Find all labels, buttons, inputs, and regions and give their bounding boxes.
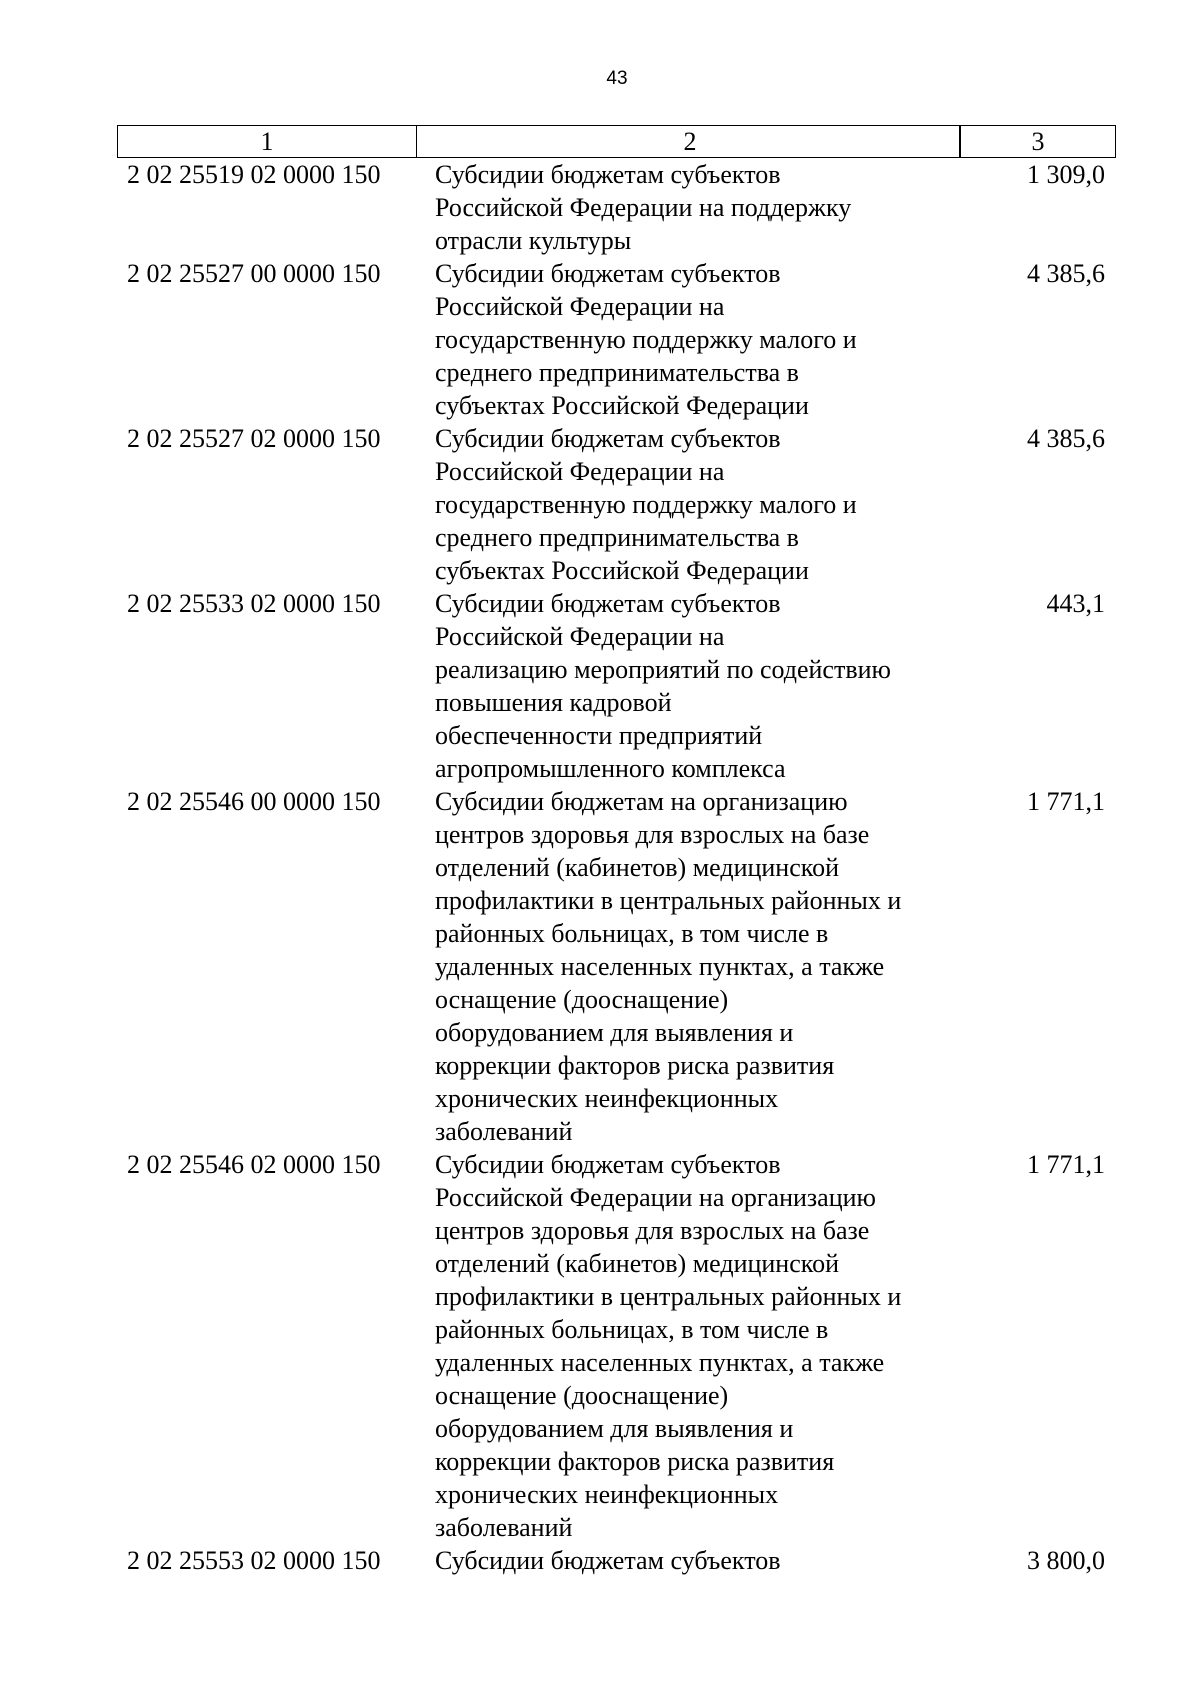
row-description: Субсидии бюджетам субъектов Российской Федерации на государственную поддержку малого и среднего предпринимательства в субъектах Российской Федерации — [435, 424, 857, 585]
budget-code: 2 02 25519 02 0000 150 — [127, 160, 381, 189]
budget-code: 2 02 25553 02 0000 150 — [127, 1546, 381, 1575]
table-row — [117, 158, 1117, 257]
page-number: 43 — [606, 68, 628, 89]
row-amount: 1 309,0 — [1027, 160, 1105, 189]
table-row — [117, 785, 1117, 1148]
column-header-3: 3 — [959, 125, 1116, 158]
table-body — [117, 158, 1117, 1577]
row-description: Субсидии бюджетам субъектов — [435, 1546, 781, 1575]
budget-code: 2 02 25546 02 0000 150 — [127, 1150, 381, 1179]
table-row — [117, 422, 1117, 587]
budget-code: 2 02 25527 00 0000 150 — [127, 259, 381, 288]
row-description: Субсидии бюджетам субъектов Российской Федерации на организацию центров здоровья для взрослых на базе отделений (кабинетов) медицинской профилактики в центральных районных и районных больницах, в том числе в удаленных населенных пунктах, а также оснащение (дооснащение) оборудованием для выявления и коррекции факторов риска развития хронических неинфекционных заболеваний — [435, 1150, 902, 1542]
row-amount: 4 385,6 — [1027, 259, 1105, 288]
table-row — [117, 1544, 1117, 1577]
budget-code: 2 02 25533 02 0000 150 — [127, 589, 381, 618]
table-row — [117, 257, 1117, 422]
row-description: Субсидии бюджетам субъектов Российской Федерации на реализацию мероприятий по содействию повышения кадровой обеспеченности предприятий агропромышленного комплекса — [435, 589, 891, 783]
row-amount: 1 771,1 — [1027, 1150, 1105, 1179]
table-row — [117, 587, 1117, 785]
budget-code: 2 02 25546 00 0000 150 — [127, 787, 381, 816]
row-amount: 3 800,0 — [1027, 1546, 1105, 1575]
row-description: Субсидии бюджетам на организацию центров здоровья для взрослых на базе отделений (кабинетов) медицинской профилактики в центральных районных и районных больницах, в том числе в удаленных населенных пунктах, а также оснащение (дооснащение) оборудованием для выявления и коррекции факторов риска развития хронических неинфекционных заболеваний — [435, 787, 902, 1146]
table-row — [117, 1148, 1117, 1544]
column-header-1: 1 — [117, 125, 416, 158]
row-amount: 1 771,1 — [1027, 787, 1105, 816]
table-header — [117, 125, 1117, 158]
row-amount: 4 385,6 — [1027, 424, 1105, 453]
column-header-2: 2 — [416, 125, 963, 158]
row-description: Субсидии бюджетам субъектов Российской Федерации на государственную поддержку малого и среднего предпринимательства в субъектах Российской Федерации — [435, 259, 857, 420]
budget-code: 2 02 25527 02 0000 150 — [127, 424, 381, 453]
row-amount: 443,1 — [1046, 589, 1105, 618]
row-description: Субсидии бюджетам субъектов Российской Федерации на поддержку отрасли культуры — [435, 160, 852, 255]
